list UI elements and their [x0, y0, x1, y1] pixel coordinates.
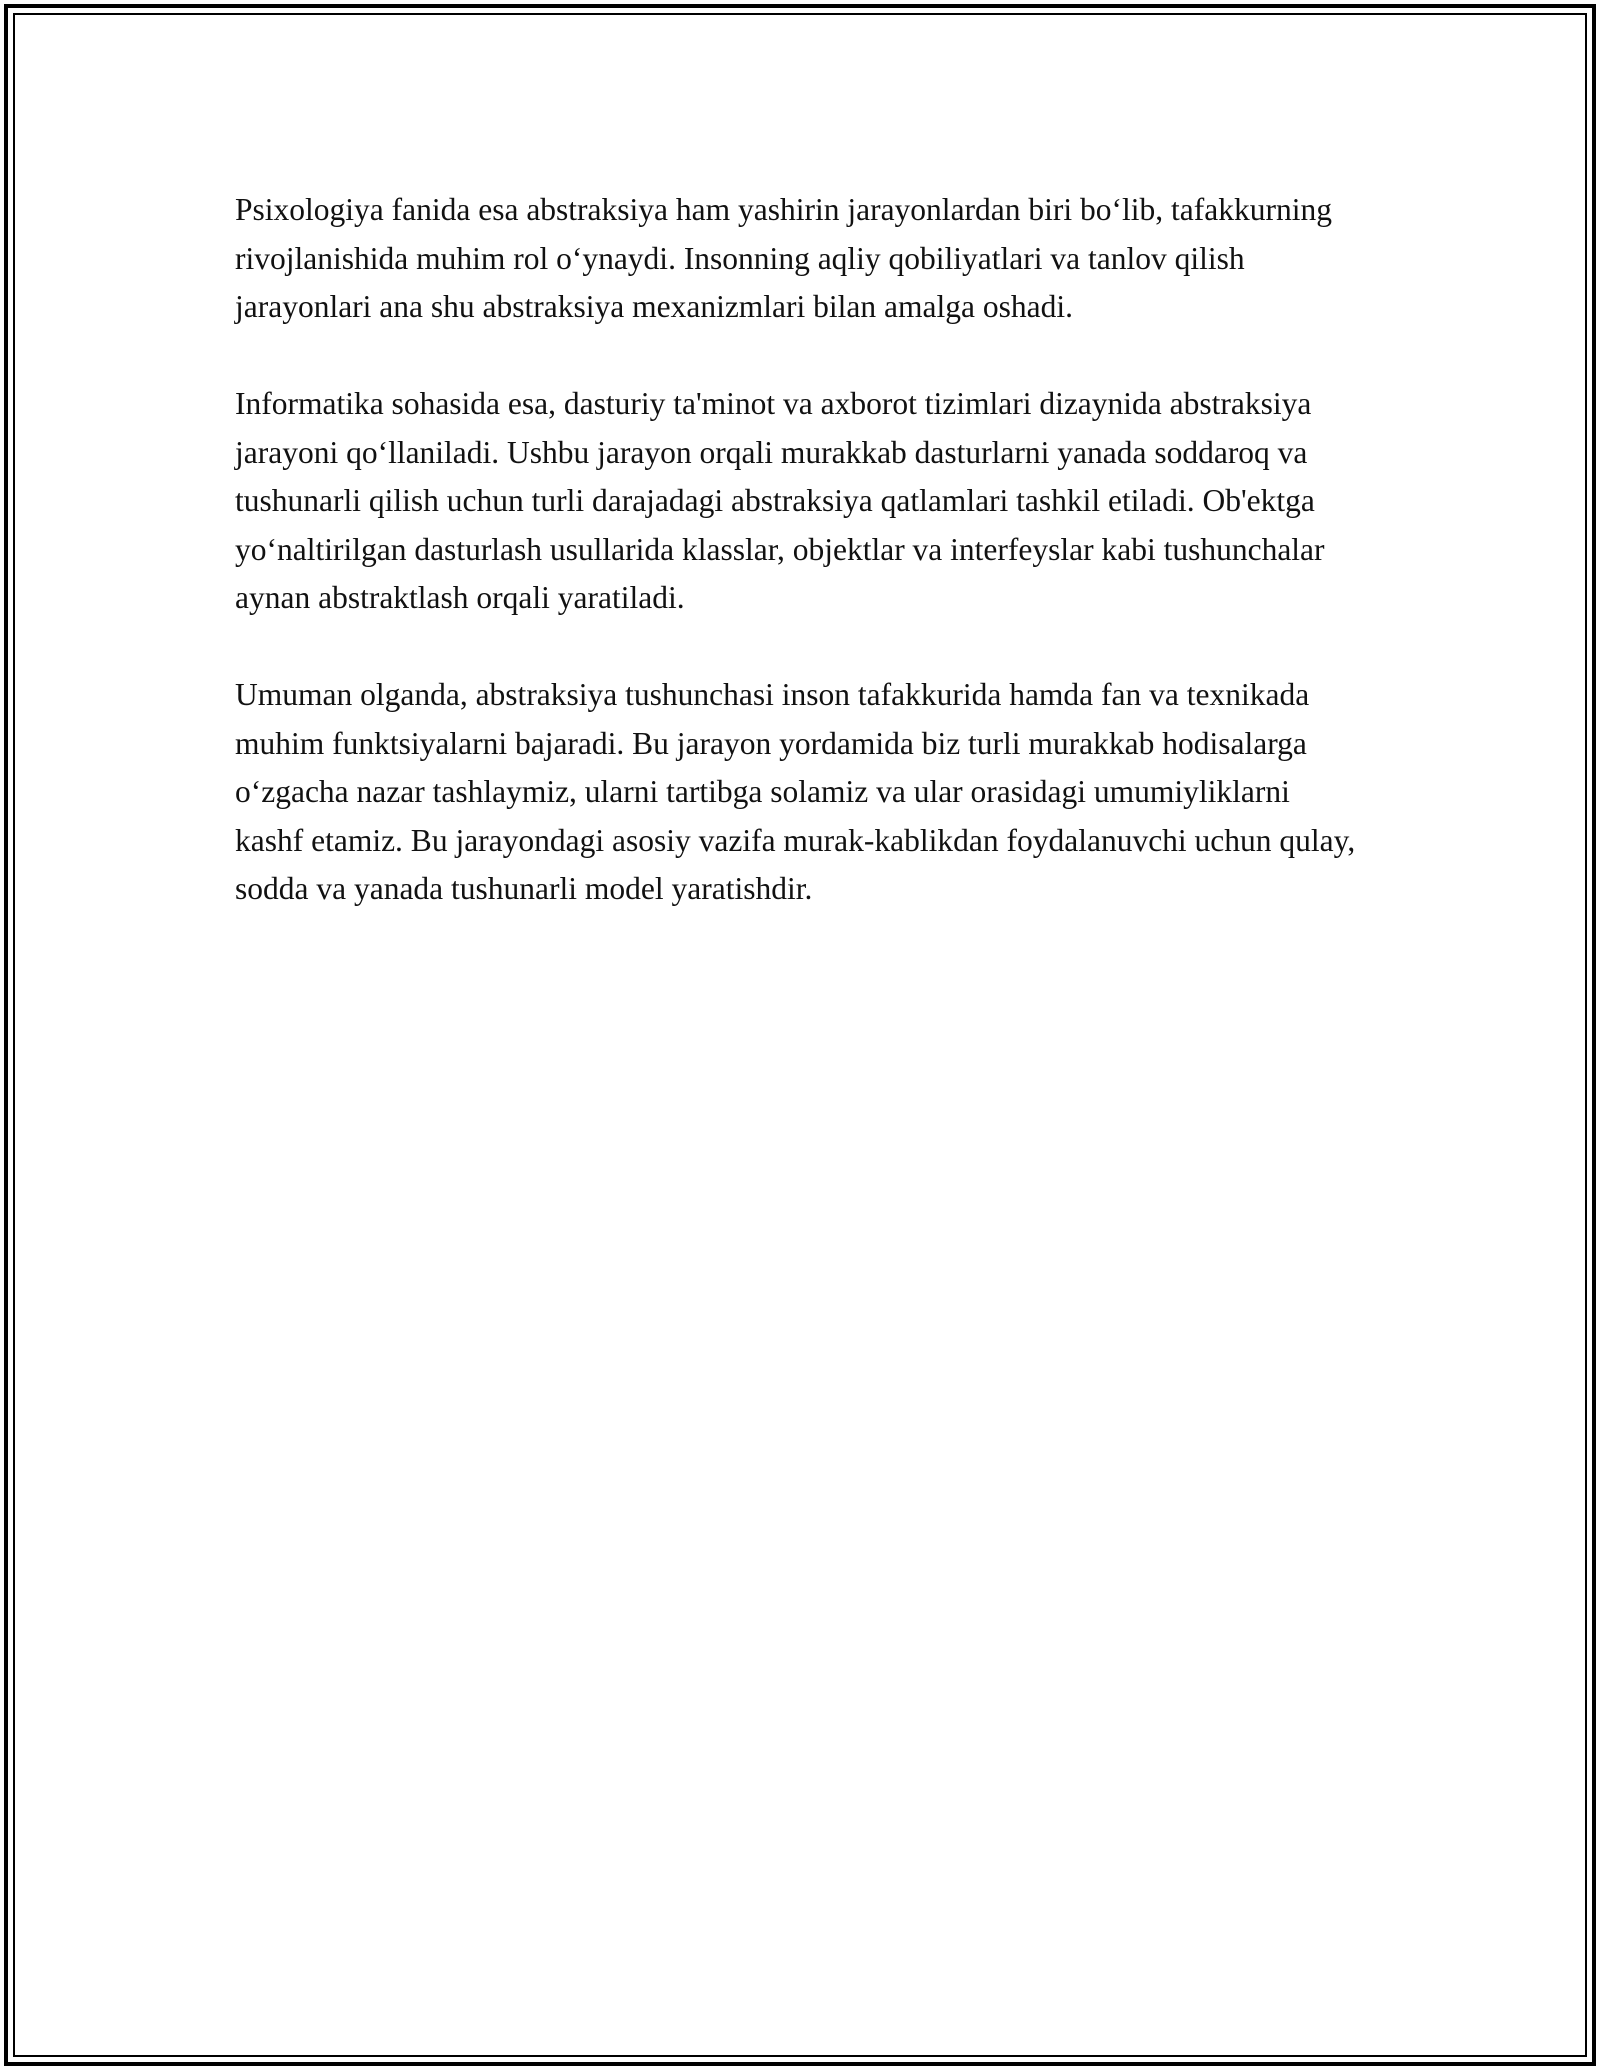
paragraph-umuman: Umuman olganda, abstraksiya tushunchasi inson tafakkurida hamda fan va texnikada muhim funktsiyalarni bajaradi. Bu jarayon yordamida biz turli murakkab hodisalarga o‘zgacha nazar tashlaymiz, ularni tartibga solamiz va ular orasidagi umumiyliklarni kashf etamiz. Bu jarayondagi asosiy vazifa murak-kablikdan foydalanuvchi uchun qulay, sodda va yanada tushunarli model yaratishdir. [235, 677, 1356, 906]
paragraph-informatika: Informatika sohasida esa, dasturiy ta'minot va axborot tizimlari dizaynida abstraksiya jarayoni qo‘llaniladi. Ushbu jarayon orqali murakkab dasturlarni yanada soddaroq va tushunarli qilish uchun turli darajadagi abstraksiya qatlamlari tashkil etiladi. Ob'ektga yo‘naltirilgan dasturlash usullarida klasslar, objektlar va interfeyslar kabi tushunchalar aynan abstraktlash orqali yaratiladi. [235, 386, 1325, 615]
paragraph-psixologiya: Psixologiya fanida esa abstraksiya ham yashirin jarayonlardan biri bo‘lib, tafakkurning rivojlanishida muhim rol o‘ynaydi. Insonning aqliy qobiliyatlari va tanlov qilish jarayonlari ana shu abstraksiya mexanizmlari bilan amalga oshadi. [235, 192, 1332, 324]
document-body [235, 186, 1365, 962]
